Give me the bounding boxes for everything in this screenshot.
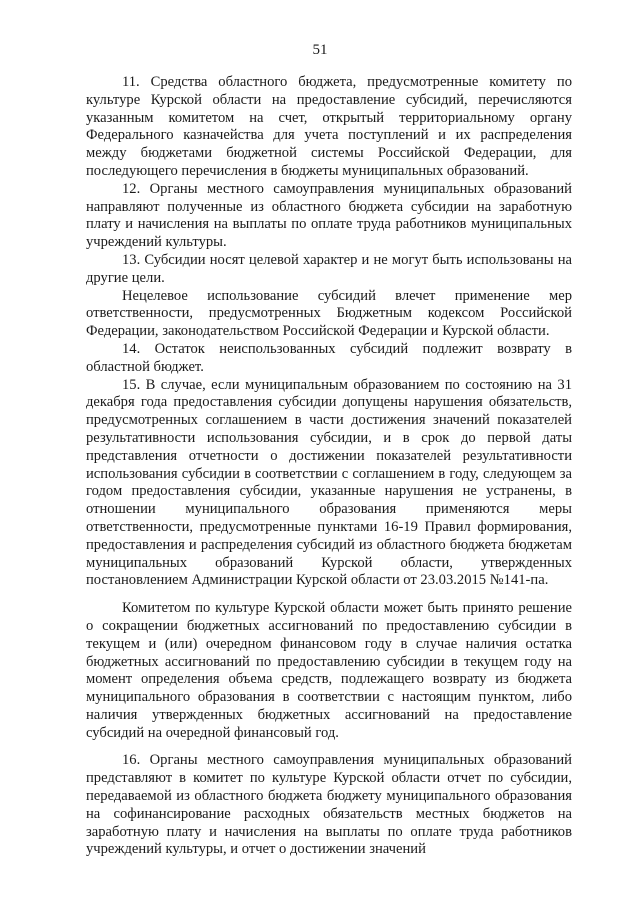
paragraph-11: 11. Средства областного бюджета, предусмотренные комитету по культуре Курской области на предоставление субсидий, перечисляются указанным комитетом на счет, открытый территориальному органу Федерального казначейства для учета поступлений и их распределения между бюджетами бюджетной системы Российской Федерации, для последующего перечисления в бюджеты муниципальных образований. — [86, 74, 572, 179]
paragraph-14: 14. Остаток неиспользованных субсидий подлежит возврату в областной бюджет. — [86, 340, 572, 375]
paragraph-12: 12. Органы местного самоуправления муниципальных образований направляют полученные из областного бюджета субсидии на заработную плату и начисления на выплаты по оплате труда работников муниципальных учреждений культуры. — [86, 180, 572, 251]
paragraph-16: 16. Органы местного самоуправления муниципальных образований представляют в комитет по культуре Курской области отчет по субсидии, передаваемой из областного бюджета бюджету муниципального образования на софинансирование расходных обязательств местных бюджетов на заработную плату и начисления на выплаты по оплате труда работников учреждений культуры, и отчет о достижении значений — [86, 752, 572, 858]
document-body — [86, 74, 572, 859]
paragraph-13: 13. Субсидии носят целевой характер и не могут быть использованы на другие цели. — [86, 251, 572, 286]
paragraph-misuse: Нецелевое использование субсидий влечет применение мер ответственности, предусмотренных Бюджетным кодексом Российской Федерации, законодательством Российской Федерации и Курской области. — [86, 287, 572, 340]
paragraph-committee-decision: Комитетом по культуре Курской области может быть принято решение о сокращении бюджетных ассигнований по предоставлению субсидии в текущем и (или) очередном финансовом году в случае наличия остатка бюджетных ассигнований по предоставлению субсидии в текущем году на момент определения объема средств, подлежащего возврату из бюджета муниципального образования в соответствии с настоящим пунктом, либо наличия утвержденных бюджетных ассигнований на предоставление субсидий на очередной финансовый год. — [86, 600, 572, 741]
page-number: 51 — [312, 42, 328, 58]
paragraph-15: 15. В случае, если муниципальным образованием по состоянию на 31 декабря года предоставления субсидии допущены нарушения обязательств, предусмотренных соглашением в части достижения значений показателей результативности использования субсидии, и в срок до первой даты представления отчетности о достижении показателей результативности использования субсидии в соответствии с соглашением в году, следующем за годом предоставления субсидии, указанные нарушения не устранены, в отношении муниципального образования применяются меры ответственности, предусмотренные пунктами 16-19 Правил формирования, предоставления и распределения субсидий из областного бюджета бюджетам муниципальных образований Курской области, утвержденных постановлением Администрации Курской области от 23.03.2015 №141-па. — [86, 376, 572, 589]
